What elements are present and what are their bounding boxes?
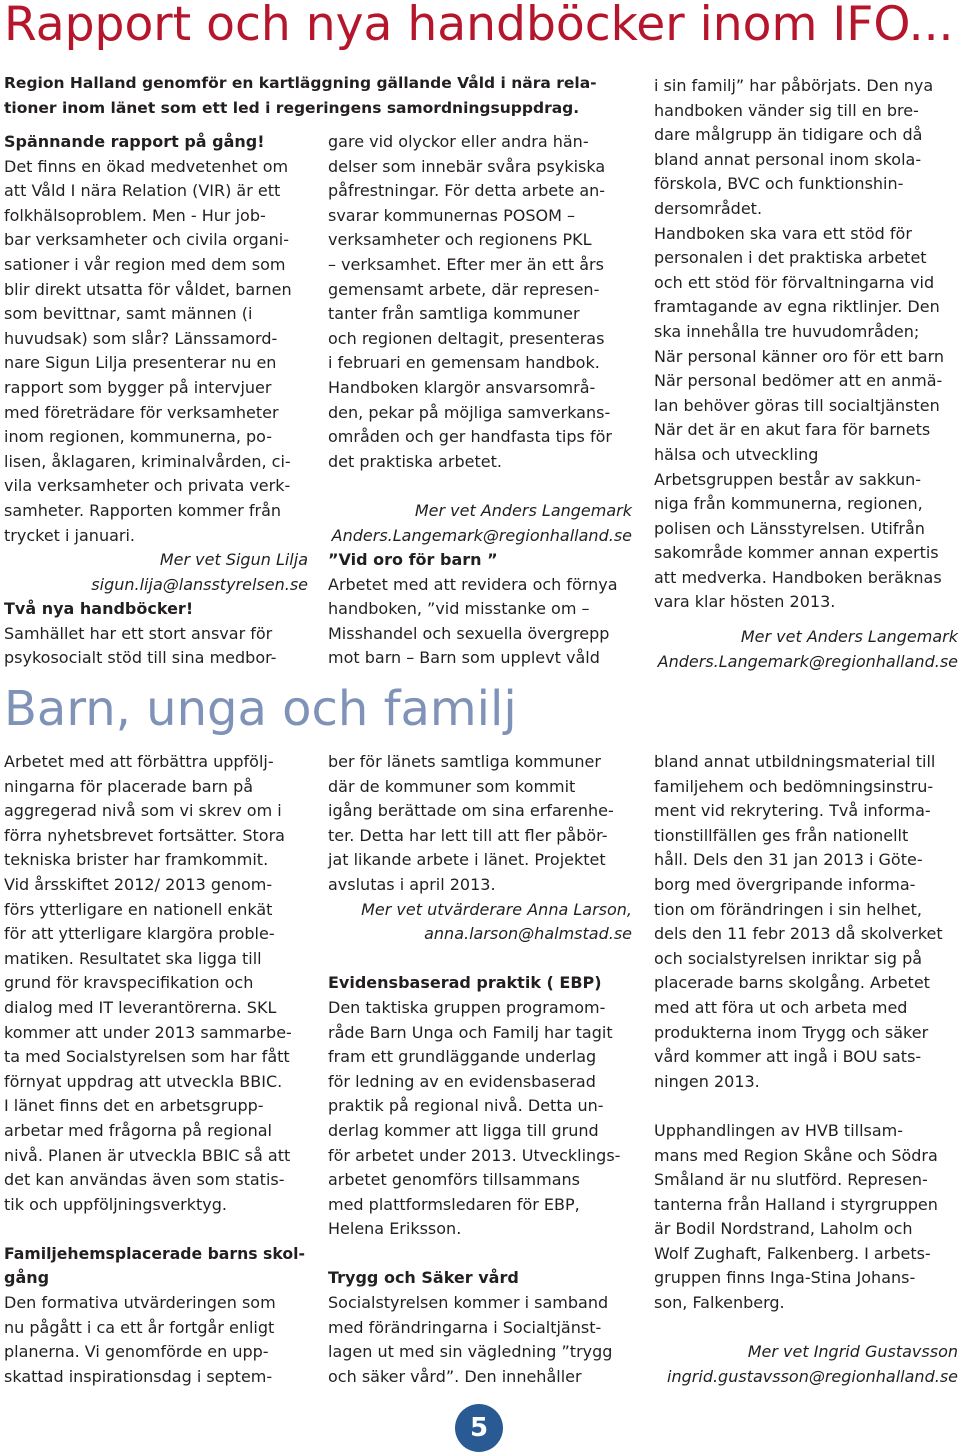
spacer xyxy=(328,474,632,499)
spacer xyxy=(654,1094,958,1119)
spacer xyxy=(4,1217,308,1242)
text-line: placerade barns skolgång. Arbetet xyxy=(654,973,930,993)
text-line: dersområdet. xyxy=(654,198,763,218)
subheading-handbooks: Två nya handböcker! xyxy=(4,599,194,619)
text-line: i sin familj” har påbörjats. Den nya xyxy=(654,76,934,95)
subheading-ebp: Evidensbaserad praktik ( EBP) xyxy=(328,973,602,993)
text-line: bland annat utbildningsmaterial till xyxy=(654,752,936,771)
text-line: förra nyhetsbrevet fortsätter. Stora xyxy=(4,825,285,845)
text-line: råde Barn Unga och Familj har tagit xyxy=(328,1022,613,1042)
text-line: områden och ger handfasta tips för xyxy=(328,427,612,447)
text-line: tekniska brister har framkommit. xyxy=(4,850,269,870)
text-line: Misshandel och sexuella övergrepp xyxy=(328,623,610,643)
text-line: Socialstyrelsen kommer i samband xyxy=(328,1293,609,1313)
text-line: planerna. Vi genomförde en upp- xyxy=(4,1342,269,1362)
contact-name: Mer vet Ingrid Gustavsson xyxy=(747,1342,958,1362)
text-line: sationer i vår region med dem som xyxy=(4,254,286,274)
text-line: produkterna inom Trygg och säker xyxy=(654,1022,929,1042)
text-line: kommer att under 2013 sammarbe- xyxy=(4,1022,292,1042)
page-title: Rapport och nya handböcker inom IFO... xyxy=(4,0,954,52)
text-line: handboken, ”vid misstanke om – xyxy=(328,599,590,619)
text-line: bar verksamheter och civila organi- xyxy=(4,230,289,250)
text-line: Vid årsskiftet 2012/ 2013 genom- xyxy=(4,874,273,894)
text-line: med plattformsledaren för EBP, xyxy=(328,1194,580,1214)
subheading-report: Spännande rapport på gång! xyxy=(4,132,265,151)
spacer xyxy=(654,1316,958,1341)
text-line: nu pågått i ca ett år fortgår enligt xyxy=(4,1317,275,1337)
text-line: tik och uppföljningsverktyg. xyxy=(4,1194,228,1214)
text-line: det praktiska arbetet. xyxy=(328,451,502,471)
text-line: arbetet genomförs tillsammans xyxy=(328,1170,580,1190)
text-line: håll. Dels den 31 jan 2013 i Göte- xyxy=(654,850,923,870)
text-line: Samhället har ett stort ansvar för xyxy=(4,623,273,643)
text-line: delser som innebär svåra psykiska xyxy=(328,156,606,176)
text-line: mot barn – Barn som upplevt våld xyxy=(328,648,600,668)
contact-name: Mer vet Anders Langemark xyxy=(414,500,632,520)
contact-email[interactable]: sigun.lija@lansstyrelsen.se xyxy=(91,574,308,594)
text-line: Handboken klargör ansvarsområ- xyxy=(328,377,596,397)
text-line: grund för kravspecifikation och xyxy=(4,973,254,993)
text-line: lan behöver göras till socialtjänsten xyxy=(654,395,940,415)
text-line: dels den 11 febr 2013 då skolverket xyxy=(654,924,943,944)
text-line: det kan användas även som statis- xyxy=(4,1170,285,1190)
text-line: tanterna från Halland i styrgruppen xyxy=(654,1194,938,1214)
bottom-column-2 xyxy=(328,750,632,1389)
text-line: Wolf Zughaft, Falkenberg. I arbets- xyxy=(654,1243,931,1263)
text-line: trycket i januari. xyxy=(4,525,135,545)
subheading-vid-oro: ”Vid oro för barn ” xyxy=(328,550,498,570)
text-line: förskola, BVC och funktionshin- xyxy=(654,174,904,194)
text-line: niga från kommunerna, regionen, xyxy=(654,494,923,514)
text-line: nare Sigun Lilja presenterar nu en xyxy=(4,353,277,373)
text-line: vård kommer att ingå i BOU sats- xyxy=(654,1047,922,1067)
text-line: Upphandlingen av HVB tillsam- xyxy=(654,1120,904,1140)
text-line: framtagande av egna riktlinjer. Den xyxy=(654,297,940,317)
text-line: skattad inspirationsdag i septem- xyxy=(4,1366,273,1386)
text-line: förnyat uppdrag att utveckla BBIC. xyxy=(4,1071,283,1091)
text-line: arbetar med frågorna på regional xyxy=(4,1120,272,1140)
text-line: verksamheter och regionens PKL xyxy=(328,230,592,250)
text-line: Den taktiska gruppen programom- xyxy=(328,997,606,1017)
bottom-column-1 xyxy=(4,750,308,1389)
contact-name: Mer vet Anders Langemark xyxy=(740,627,958,647)
text-line: samheter. Rapporten kommer från xyxy=(4,500,282,520)
text-line: med företrädare för verksamheter xyxy=(4,402,279,422)
subheading-trygg: Trygg och Säker vård xyxy=(328,1268,519,1288)
text-line: handboken vänder sig till en bre- xyxy=(654,100,919,120)
text-line: gruppen finns Inga-Stina Johans- xyxy=(654,1268,916,1288)
text-line: är Bodil Nordstrand, Laholm och xyxy=(654,1219,913,1239)
text-line: borg med övergripande informa- xyxy=(654,874,916,894)
subheading-school-cont: gång xyxy=(4,1268,50,1288)
text-line: Helena Eriksson. xyxy=(328,1219,462,1239)
text-line: påfrestningar. För detta arbete an- xyxy=(328,181,606,201)
text-line: Arbetet med att revidera och förnya xyxy=(328,574,618,594)
text-line: När personal bedömer att en anmä- xyxy=(654,371,943,391)
text-line: personalen i det praktiska arbetet xyxy=(654,248,927,268)
text-line: dare målgrupp än tidigare och då xyxy=(654,125,923,145)
text-line: ter. Detta har lett till att fler påbör- xyxy=(328,825,608,845)
top-column-3 xyxy=(654,74,958,674)
text-line: för ledning av en evidensbaserad xyxy=(328,1071,596,1091)
text-line: matiken. Resultatet ska ligga till xyxy=(4,948,262,968)
text-line: förs ytterligare en nationell enkät xyxy=(4,899,273,919)
text-line: – verksamhet. Efter mer än ett års xyxy=(328,254,604,274)
text-line: att medverka. Handboken beräknas xyxy=(654,567,942,587)
text-line: vila verksamheter och privata verk- xyxy=(4,476,291,496)
contact-email[interactable]: ingrid.gustavsson@regionhalland.se xyxy=(667,1366,958,1386)
text-line: där de kommuner som kommit xyxy=(328,776,576,796)
text-line: tionstillfällen ges från nationellt xyxy=(654,825,909,845)
text-line: ningarna för placerade barn på xyxy=(4,776,254,796)
lead-text xyxy=(4,71,644,121)
spacer xyxy=(328,1242,632,1267)
lead-line: Region Halland genomför en kartläggning gällande Våld i nära rela- xyxy=(4,74,597,92)
text-line: derlag kommer att ligga till grund xyxy=(328,1120,599,1140)
top-column-2 xyxy=(328,130,632,671)
text-line: praktik på regional nivå. Detta un- xyxy=(328,1096,604,1116)
lead-line: tioner inom länet som ett led i regeringens samordningsuppdrag. xyxy=(4,99,580,117)
bottom-column-3 xyxy=(654,750,958,1389)
contact-name: Mer vet utvärderare Anna Larson, xyxy=(361,899,632,919)
text-line: som bevittnar, samt männen (i xyxy=(4,304,253,324)
text-line: polisen och Länsstyrelsen. Utifrån xyxy=(654,518,925,538)
text-line: med förändringarna i Socialtjänst- xyxy=(328,1317,602,1337)
text-line: son, Falkenberg. xyxy=(654,1293,785,1313)
text-line: psykosocialt stöd till sina medbor- xyxy=(4,648,277,668)
contact-email[interactable]: anna.larson@halmstad.se xyxy=(424,924,632,944)
contact-email[interactable]: Anders.Langemark@regionhalland.se xyxy=(657,651,958,671)
text-line: När det är en akut fara för barnets xyxy=(654,420,931,440)
text-line: och regionen deltagit, presenteras xyxy=(328,328,605,348)
text-line: ment vid rekrytering. Två informa- xyxy=(654,801,931,821)
text-line: Arbetsgruppen består av sakkun- xyxy=(654,469,922,489)
text-line: nivå. Planen är utveckla BBIC så att xyxy=(4,1145,291,1165)
text-line: gemensamt arbete, där represen- xyxy=(328,279,600,299)
text-line: inom regionen, kommunerna, po- xyxy=(4,427,273,447)
top-column-1 xyxy=(4,130,308,671)
text-line: tion om förändringen i sin helhet, xyxy=(654,899,922,919)
text-line: den, pekar på möjliga samverkans- xyxy=(328,402,611,422)
text-line: tanter från samtliga kommuner xyxy=(328,304,580,324)
text-line: dialog med IT leverantörerna. SKL xyxy=(4,997,277,1017)
text-line: I länet finns det en arbetsgrupp- xyxy=(4,1096,264,1116)
subheading-school: Familjehemsplacerade barns skol- xyxy=(4,1243,306,1263)
text-line: ber för länets samtliga kommuner xyxy=(328,752,601,771)
text-line: och socialstyrelsen inriktar sig på xyxy=(654,948,923,968)
text-line: bland annat personal inom skola- xyxy=(654,149,922,169)
text-line: Handboken ska vara ett stöd för xyxy=(654,223,912,243)
text-line: sakområde kommer annan expertis xyxy=(654,543,939,563)
text-line: hälsa och utveckling xyxy=(654,444,819,464)
text-line: lagen ut med sin vägledning ”trygg xyxy=(328,1342,613,1362)
text-line: lisen, åklagaren, kriminalvården, ci- xyxy=(4,451,291,471)
text-line: Arbetet med att förbättra uppfölj- xyxy=(4,752,274,771)
text-line: ska innehålla tre huvudområden; xyxy=(654,321,920,341)
text-line: mans med Region Skåne och Södra xyxy=(654,1145,938,1165)
text-line: Småland är nu slutförd. Represen- xyxy=(654,1170,928,1190)
text-line: familjehem och bedömningsinstru- xyxy=(654,776,934,796)
text-line: för arbetet under 2013. Utvecklings- xyxy=(328,1145,621,1165)
text-line: avslutas i april 2013. xyxy=(328,874,496,894)
text-line: gare vid olyckor eller andra hän- xyxy=(328,132,589,151)
text-line: och ett stöd för förvaltningarna vid xyxy=(654,272,935,292)
text-line: jat likande arbete i länet. Projektet xyxy=(328,850,606,870)
contact-email[interactable]: Anders.Langemark@regionhalland.se xyxy=(331,525,632,545)
text-line: och säker vård”. Den innehåller xyxy=(328,1366,582,1386)
text-line: Det finns en ökad medvetenhet om xyxy=(4,156,289,176)
text-line: för att ytterligare klargöra proble- xyxy=(4,924,275,944)
text-line: folkhälsoproblem. Men - Hur job- xyxy=(4,205,266,225)
text-line: med att föra ut och arbeta med xyxy=(654,997,908,1017)
contact-name: Mer vet Sigun Lilja xyxy=(159,550,308,570)
section-title: Barn, unga och familj xyxy=(4,681,517,737)
text-line: När personal känner oro för ett barn xyxy=(654,346,945,366)
text-line: svarar kommunernas POSOM – xyxy=(328,205,575,225)
text-line: blir direkt utsatta för våldet, barnen xyxy=(4,279,292,299)
page-number: 5 xyxy=(455,1404,503,1452)
text-line: fram ett grundläggande underlag xyxy=(328,1047,597,1067)
text-line: rapport som bygger på intervjuer xyxy=(4,377,272,397)
text-line: att Våld I nära Relation (VIR) är ett xyxy=(4,181,281,201)
text-line: i februari en gemensam handbok. xyxy=(328,353,600,373)
text-line: aggregerad nivå som vi skrev om i xyxy=(4,801,282,821)
text-line: ningen 2013. xyxy=(654,1071,760,1091)
text-line: igång berättade om sina erfarenhe- xyxy=(328,801,614,821)
spacer xyxy=(328,947,632,972)
text-line: vara klar hösten 2013. xyxy=(654,592,836,612)
text-line: Den formativa utvärderingen som xyxy=(4,1293,276,1313)
text-line: ta med Socialstyrelsen som har fått xyxy=(4,1047,290,1067)
text-line: huvudsak) som slår? Länssamord- xyxy=(4,328,278,348)
